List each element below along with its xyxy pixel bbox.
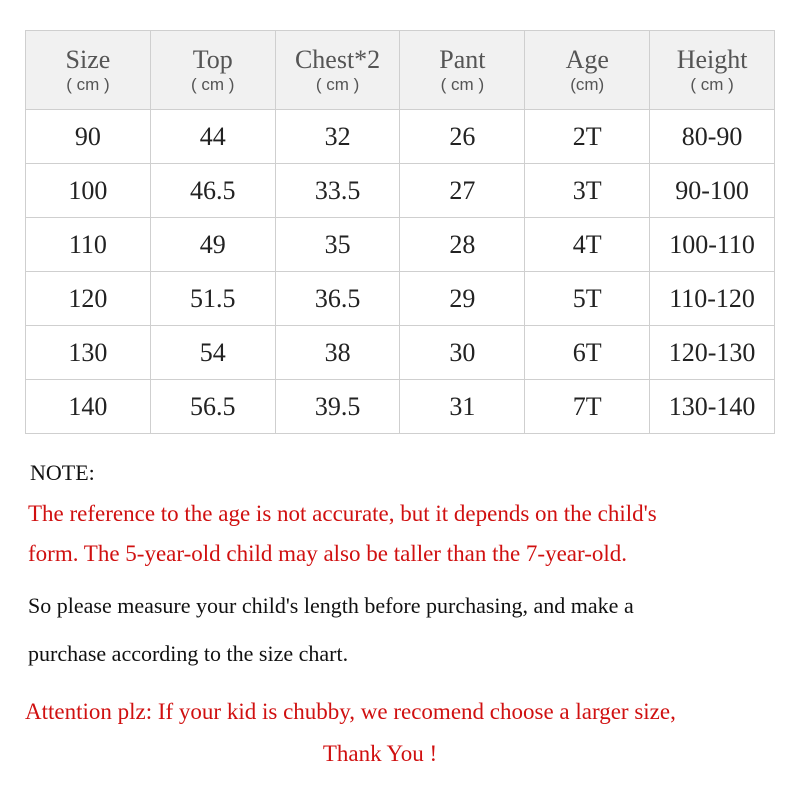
pant-cell: 27 [400,164,525,218]
pant-cell: 28 [400,218,525,272]
size-cell: 110 [26,218,151,272]
age-cell: 5T [525,272,650,326]
column-header-unit: ( cm ) [440,75,485,94]
age-cell: 3T [525,164,650,218]
age-cell: 2T [525,110,650,164]
table-header-row [26,31,775,110]
column-header-label: Chest*2 [294,45,381,74]
column-header-label: Age [565,45,609,74]
column-header-age [525,31,650,110]
table-row [26,110,775,164]
pant-cell: 29 [400,272,525,326]
column-header-pant [400,31,525,110]
height-cell: 90-100 [650,164,775,218]
chest-cell: 35 [275,218,400,272]
age-cell: 7T [525,380,650,434]
age-cell: 4T [525,218,650,272]
column-header-unit: ( cm ) [315,75,360,94]
size-cell: 120 [26,272,151,326]
column-header-chest [275,31,400,110]
column-header-label: Pant [439,45,486,74]
column-header-label: Top [192,45,233,74]
column-header-height [650,31,775,110]
chest-cell: 38 [275,326,400,380]
column-header-unit: (cm) [570,75,605,94]
size-cell: 90 [26,110,151,164]
column-header-label: Height [676,45,748,74]
notes-section [28,456,778,678]
size-cell: 130 [26,326,151,380]
thank-you-text: Thank You ! [322,741,438,766]
measure-advice-line-1: So please measure your child's length before purchasing, and make a [28,593,634,618]
chest-cell: 32 [275,110,400,164]
column-header-top [150,31,275,110]
column-header-unit: ( cm ) [191,75,235,94]
pant-cell: 26 [400,110,525,164]
chest-cell: 33.5 [275,164,400,218]
top-cell: 56.5 [150,380,275,434]
size-chart-table [25,30,775,434]
age-cell: 6T [525,326,650,380]
table-row [26,272,775,326]
height-cell: 80-90 [650,110,775,164]
note-label: NOTE: [30,460,95,485]
age-accuracy-note-line-2: form. The 5-year-old child may also be taller than the 7-year-old. [28,541,627,566]
column-header-size [26,31,151,110]
measure-advice-line-2: purchase according to the size chart. [28,641,349,666]
table-row [26,326,775,380]
chest-cell: 36.5 [275,272,400,326]
column-header-label: Size [65,45,111,74]
column-header-unit: ( cm ) [690,75,734,94]
top-cell: 51.5 [150,272,275,326]
top-cell: 44 [150,110,275,164]
table-row [26,218,775,272]
table-row [26,380,775,434]
column-header-unit: ( cm ) [66,75,110,94]
pant-cell: 30 [400,326,525,380]
table-row [26,164,775,218]
pant-cell: 31 [400,380,525,434]
top-cell: 54 [150,326,275,380]
chest-cell: 39.5 [275,380,400,434]
height-cell: 100-110 [650,218,775,272]
size-cell: 100 [26,164,151,218]
age-accuracy-note-line-1: The reference to the age is not accurate, but it depends on the child's [28,501,657,526]
height-cell: 110-120 [650,272,775,326]
top-cell: 46.5 [150,164,275,218]
attention-note: Attention plz: If your kid is chubby, we recomend choose a larger size, [25,699,676,724]
height-cell: 120-130 [650,326,775,380]
size-cell: 140 [26,380,151,434]
height-cell: 130-140 [650,380,775,434]
top-cell: 49 [150,218,275,272]
